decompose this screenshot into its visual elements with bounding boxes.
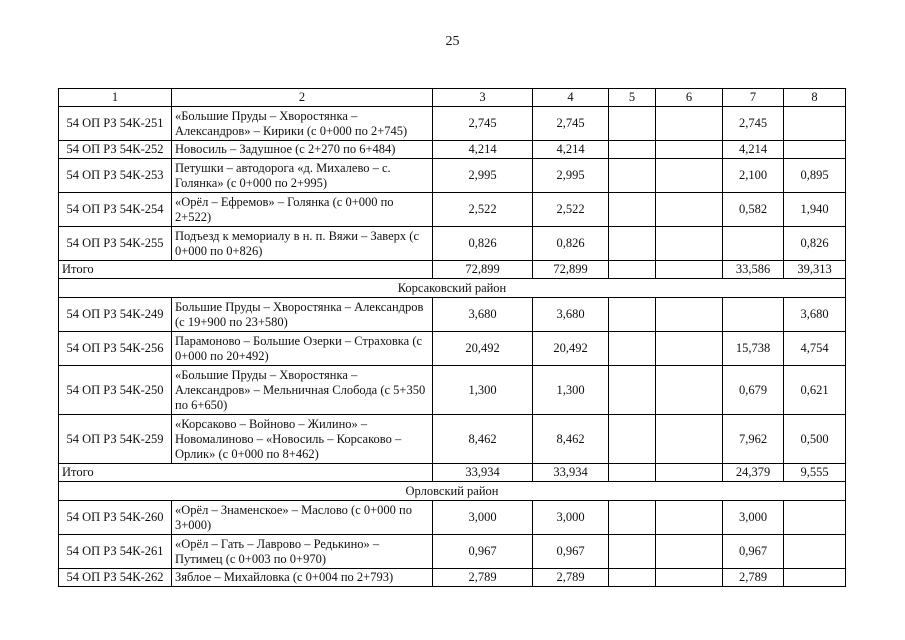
total-col7: 33,586 — [723, 261, 784, 279]
cell-col7: 3,000 — [723, 501, 784, 535]
road-code: 54 ОП РЗ 54К-255 — [59, 227, 172, 261]
cell-col6 — [656, 193, 723, 227]
district-header-row — [59, 482, 846, 501]
road-name: Подъезд к мемориалу в н. п. Вяжи – Заверх (с 0+000 по 0+826) — [172, 227, 433, 261]
cell-col6 — [656, 332, 723, 366]
total-col3: 72,899 — [433, 261, 533, 279]
column-header-8: 8 — [784, 89, 846, 107]
road-name: Новосиль – Задушное (с 2+270 по 6+484) — [172, 141, 433, 159]
road-name: Парамоново – Большие Озерки – Страховка (с 0+000 по 20+492) — [172, 332, 433, 366]
total-col5 — [609, 464, 656, 482]
road-code: 54 ОП РЗ 54К-262 — [59, 569, 172, 587]
table-row — [59, 535, 846, 569]
cell-col6 — [656, 569, 723, 587]
cell-col7: 15,738 — [723, 332, 784, 366]
cell-col5 — [609, 159, 656, 193]
cell-col4: 8,462 — [533, 415, 609, 464]
cell-col6 — [656, 366, 723, 415]
total-col6 — [656, 464, 723, 482]
total-col7: 24,379 — [723, 464, 784, 482]
road-code: 54 ОП РЗ 54К-250 — [59, 366, 172, 415]
table-row — [59, 298, 846, 332]
road-code: 54 ОП РЗ 54К-249 — [59, 298, 172, 332]
road-code: 54 ОП РЗ 54К-261 — [59, 535, 172, 569]
column-header-7: 7 — [723, 89, 784, 107]
road-code: 54 ОП РЗ 54К-253 — [59, 159, 172, 193]
column-header-3: 3 — [433, 89, 533, 107]
cell-col3: 2,789 — [433, 569, 533, 587]
cell-col4: 2,745 — [533, 107, 609, 141]
cell-col3: 1,300 — [433, 366, 533, 415]
road-name: Большие Пруды – Хворостянка – Александров (с 19+900 по 23+580) — [172, 298, 433, 332]
road-code: 54 ОП РЗ 54К-256 — [59, 332, 172, 366]
cell-col3: 0,826 — [433, 227, 533, 261]
road-code: 54 ОП РЗ 54К-260 — [59, 501, 172, 535]
cell-col5 — [609, 332, 656, 366]
table-row — [59, 501, 846, 535]
cell-col8: 0,500 — [784, 415, 846, 464]
cell-col6 — [656, 415, 723, 464]
cell-col8: 0,895 — [784, 159, 846, 193]
cell-col3: 0,967 — [433, 535, 533, 569]
cell-col6 — [656, 141, 723, 159]
cell-col4: 3,680 — [533, 298, 609, 332]
total-row — [59, 261, 846, 279]
cell-col4: 2,522 — [533, 193, 609, 227]
cell-col8: 1,940 — [784, 193, 846, 227]
road-code: 54 ОП РЗ 54К-252 — [59, 141, 172, 159]
table-row — [59, 227, 846, 261]
cell-col5 — [609, 415, 656, 464]
total-col3: 33,934 — [433, 464, 533, 482]
road-code: 54 ОП РЗ 54К-251 — [59, 107, 172, 141]
cell-col7: 0,967 — [723, 535, 784, 569]
district-title: Орловский район — [59, 482, 846, 501]
cell-col4: 2,995 — [533, 159, 609, 193]
column-header-1: 1 — [59, 89, 172, 107]
cell-col3: 3,000 — [433, 501, 533, 535]
road-name: «Орёл – Ефремов» – Голянка (с 0+000 по 2+522) — [172, 193, 433, 227]
table-row — [59, 107, 846, 141]
cell-col3: 20,492 — [433, 332, 533, 366]
column-number-row — [59, 89, 846, 107]
cell-col3: 4,214 — [433, 141, 533, 159]
district-header-row — [59, 279, 846, 298]
cell-col8 — [784, 569, 846, 587]
table-row — [59, 366, 846, 415]
table-row — [59, 141, 846, 159]
cell-col3: 8,462 — [433, 415, 533, 464]
road-name: «Орёл – Знаменское» – Маслово (с 0+000 по 3+000) — [172, 501, 433, 535]
cell-col7: 2,745 — [723, 107, 784, 141]
column-header-4: 4 — [533, 89, 609, 107]
cell-col5 — [609, 193, 656, 227]
district-title: Корсаковский район — [59, 279, 846, 298]
cell-col4: 4,214 — [533, 141, 609, 159]
cell-col3: 2,522 — [433, 193, 533, 227]
road-name: Зяблое – Михайловка (с 0+004 по 2+793) — [172, 569, 433, 587]
total-col4: 72,899 — [533, 261, 609, 279]
cell-col7: 2,100 — [723, 159, 784, 193]
cell-col6 — [656, 501, 723, 535]
cell-col8 — [784, 501, 846, 535]
table-row — [59, 569, 846, 587]
cell-col4: 20,492 — [533, 332, 609, 366]
cell-col5 — [609, 227, 656, 261]
total-label: Итого — [59, 261, 433, 279]
column-header-2: 2 — [172, 89, 433, 107]
cell-col5 — [609, 141, 656, 159]
cell-col8: 3,680 — [784, 298, 846, 332]
cell-col7 — [723, 298, 784, 332]
cell-col7: 7,962 — [723, 415, 784, 464]
cell-col4: 2,789 — [533, 569, 609, 587]
roads-table — [58, 88, 846, 587]
cell-col7 — [723, 227, 784, 261]
road-name: «Большие Пруды – Хворостянка – Александров» – Кирики (с 0+000 по 2+745) — [172, 107, 433, 141]
road-name: «Орёл – Гать – Лаврово – Редькино» – Путимец (с 0+003 по 0+970) — [172, 535, 433, 569]
cell-col4: 1,300 — [533, 366, 609, 415]
cell-col8 — [784, 141, 846, 159]
cell-col6 — [656, 227, 723, 261]
road-code: 54 ОП РЗ 54К-259 — [59, 415, 172, 464]
road-name: «Большие Пруды – Хворостянка – Александров» – Мельничная Слобода (с 5+350 по 6+650) — [172, 366, 433, 415]
table-row — [59, 332, 846, 366]
cell-col8 — [784, 535, 846, 569]
cell-col6 — [656, 535, 723, 569]
cell-col5 — [609, 569, 656, 587]
cell-col6 — [656, 107, 723, 141]
road-code: 54 ОП РЗ 54К-254 — [59, 193, 172, 227]
cell-col4: 0,967 — [533, 535, 609, 569]
page-number: 25 — [445, 34, 460, 49]
cell-col8 — [784, 107, 846, 141]
total-col6 — [656, 261, 723, 279]
road-name: «Корсаково – Войново – Жилино» – Новомалиново – «Новосиль – Корсаково – Орлик» (с 0+000 по 8+462) — [172, 415, 433, 464]
cell-col7: 0,679 — [723, 366, 784, 415]
cell-col6 — [656, 298, 723, 332]
table-row — [59, 193, 846, 227]
cell-col7: 2,789 — [723, 569, 784, 587]
cell-col5 — [609, 501, 656, 535]
cell-col4: 0,826 — [533, 227, 609, 261]
column-header-6: 6 — [656, 89, 723, 107]
total-col5 — [609, 261, 656, 279]
column-header-5: 5 — [609, 89, 656, 107]
cell-col3: 3,680 — [433, 298, 533, 332]
cell-col8: 0,621 — [784, 366, 846, 415]
total-col4: 33,934 — [533, 464, 609, 482]
cell-col7: 4,214 — [723, 141, 784, 159]
cell-col3: 2,745 — [433, 107, 533, 141]
road-name: Петушки – автодорога «д. Михалево – с. Голянка» (с 0+000 по 2+995) — [172, 159, 433, 193]
cell-col3: 2,995 — [433, 159, 533, 193]
cell-col8: 0,826 — [784, 227, 846, 261]
total-row — [59, 464, 846, 482]
cell-col5 — [609, 298, 656, 332]
cell-col7: 0,582 — [723, 193, 784, 227]
total-label: Итого — [59, 464, 433, 482]
cell-col5 — [609, 107, 656, 141]
cell-col4: 3,000 — [533, 501, 609, 535]
cell-col5 — [609, 366, 656, 415]
table-row — [59, 159, 846, 193]
total-col8: 39,313 — [784, 261, 846, 279]
cell-col8: 4,754 — [784, 332, 846, 366]
cell-col5 — [609, 535, 656, 569]
cell-col6 — [656, 159, 723, 193]
table-row — [59, 415, 846, 464]
total-col8: 9,555 — [784, 464, 846, 482]
